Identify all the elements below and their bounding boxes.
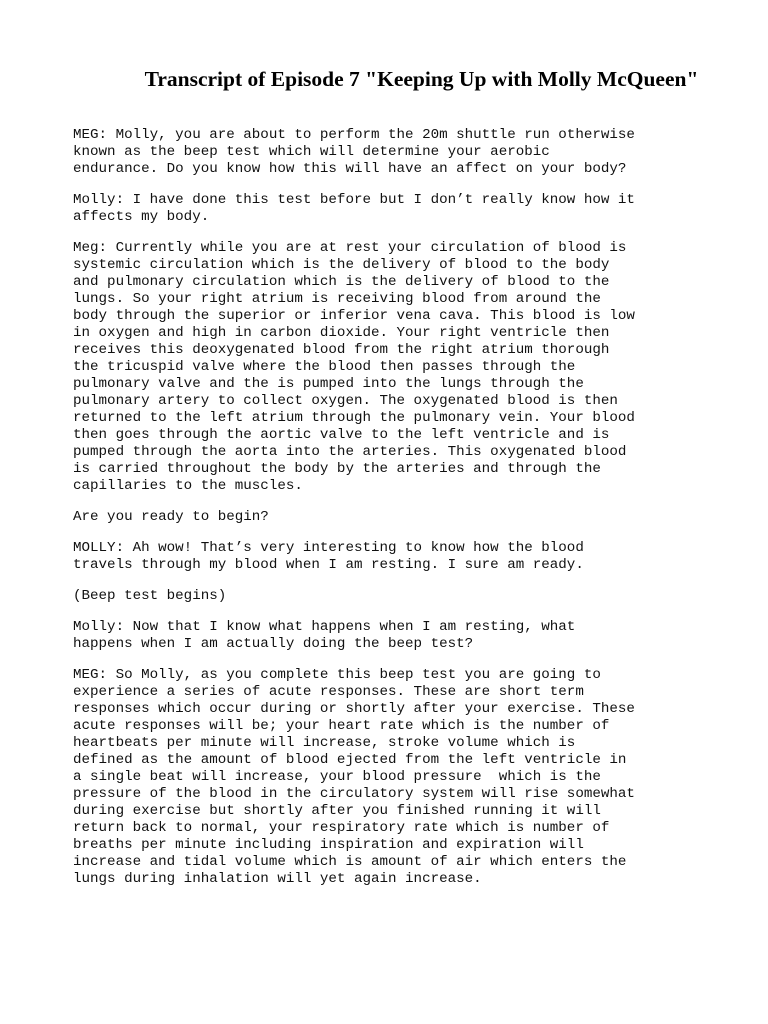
paragraph-molly-ready: MOLLY: Ah wow! That’s very interesting to know how the blood travels through my blood when I am resting. I sure am ready.: [73, 540, 584, 573]
paragraph-meg-intro: MEG: Molly, you are about to perform the 20m shuttle run otherwise known as the beep test which will determine your aerobic endurance. Do you know how this will have an affect on your body?: [73, 127, 635, 177]
paragraph-molly-reply: Molly: I have done this test before but I don’t really know how it affects my body.: [73, 192, 635, 225]
paragraph-ready-question: Are you ready to begin?: [73, 509, 269, 525]
transcript-body: [73, 127, 713, 902]
paragraph-meg-acute-responses: MEG: So Molly, as you complete this beep test you are going to experience a series of acute responses. These are short term responses which occur during or shortly after your exercise. These acute responses will be; your heart rate which is the number of heartbeats per minute will increase, stroke volume which is defined as the amount of blood ejected from the left ventricle in a single beat will increase, your blood pressure which is the pressure of the blood in the circulatory system will rise somewhat during exercise but shortly after you finished running it will return back to normal, your respiratory rate which is number of breaths per minute including inspiration and expiration will increase and tidal volume which is amount of air which enters the lungs during inhalation will yet again increase.: [73, 667, 635, 887]
document-title: Transcript of Episode 7 "Keeping Up with Molly McQueen": [144, 67, 699, 91]
paragraph-beep-test-begins: (Beep test begins): [73, 588, 227, 604]
paragraph-molly-question: Molly: Now that I know what happens when I am resting, what happens when I am actually doing the beep test?: [73, 619, 576, 652]
paragraph-meg-circulation: Meg: Currently while you are at rest your circulation of blood is systemic circulation which is the delivery of blood to the body and pulmonary circulation which is the delivery of blood to the lungs. So your right atrium is receiving blood from around the body through the superior or inferior vena cava. This blood is low in oxygen and high in carbon dioxide. Your right ventricle then receives this deoxygenated blood from the right atrium thorough the tricuspid valve where the blood then passes through the pulmonary valve and the is pumped into the lungs through the pulmonary artery to collect oxygen. The oxygenated blood is then returned to the left atrium through the pulmonary vein. Your blood then goes through the aortic valve to the left ventricle and is pumped through the aorta into the arteries. This oxygenated blood is carried throughout the body by the arteries and through the capillaries to the muscles.: [73, 240, 635, 494]
